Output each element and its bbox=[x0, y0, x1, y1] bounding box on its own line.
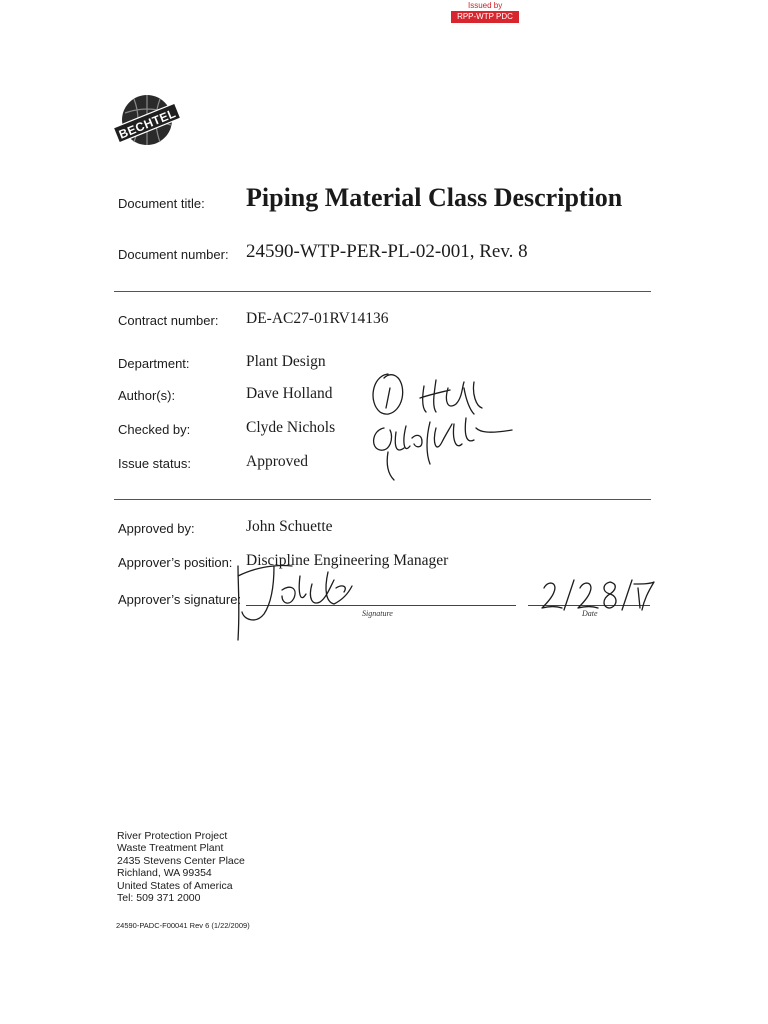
authors-value: Dave Holland bbox=[246, 385, 333, 402]
signature-caption: Signature bbox=[362, 609, 393, 618]
approver-position-value: Discipline Engineering Manager bbox=[246, 552, 449, 569]
issue-status-label: Issue status: bbox=[118, 456, 191, 471]
contract-number-label: Contract number: bbox=[118, 313, 219, 328]
form-number: 24590-PADC-F00041 Rev 6 (1/22/2009) bbox=[116, 921, 250, 930]
contract-number-value: DE-AC27-01RV14136 bbox=[246, 310, 389, 327]
approver-signature-label: Approver’s signature: bbox=[118, 592, 242, 607]
address-line: River Protection Project bbox=[117, 830, 228, 842]
department-value: Plant Design bbox=[246, 353, 326, 370]
approver-position-label: Approver’s position: bbox=[118, 555, 233, 570]
approved-by-label: Approved by: bbox=[118, 521, 195, 536]
address-line: Tel: 509 371 2000 bbox=[117, 892, 201, 905]
department-label: Department: bbox=[118, 356, 190, 371]
issuer-stamp: RPP-WTP PDC bbox=[451, 11, 519, 23]
document-number-label: Document number: bbox=[118, 247, 229, 262]
checked-by-label: Checked by: bbox=[118, 422, 191, 437]
address-line: Richland, WA 99354 bbox=[117, 867, 212, 880]
approved-by-value: John Schuette bbox=[246, 518, 333, 535]
address-line: Waste Treatment Plant bbox=[117, 842, 224, 855]
approver-signature bbox=[234, 554, 374, 654]
address-line: 2435 Stevens Center Place bbox=[117, 854, 245, 867]
address-block bbox=[117, 830, 245, 904]
document-title-label: Document title: bbox=[118, 196, 205, 211]
issue-status-value: Approved bbox=[246, 453, 308, 470]
bechtel-globe-logo-icon bbox=[112, 87, 182, 157]
document-title-value: Piping Material Class Description bbox=[246, 183, 623, 212]
author-checker-signature bbox=[366, 368, 526, 488]
divider bbox=[114, 291, 651, 292]
divider bbox=[114, 499, 651, 500]
checked-by-value: Clyde Nichols bbox=[246, 419, 336, 436]
authors-label: Author(s): bbox=[118, 388, 176, 403]
svg-text:BECHTEL: BECHTEL bbox=[116, 106, 178, 142]
issued-by-label: Issued by bbox=[468, 1, 503, 10]
handwritten-date bbox=[540, 578, 656, 614]
address-line: United States of America bbox=[117, 879, 233, 892]
date-caption: Date bbox=[582, 609, 598, 618]
document-number-value: 24590-WTP-PER-PL-02-001, Rev. 8 bbox=[246, 241, 528, 262]
